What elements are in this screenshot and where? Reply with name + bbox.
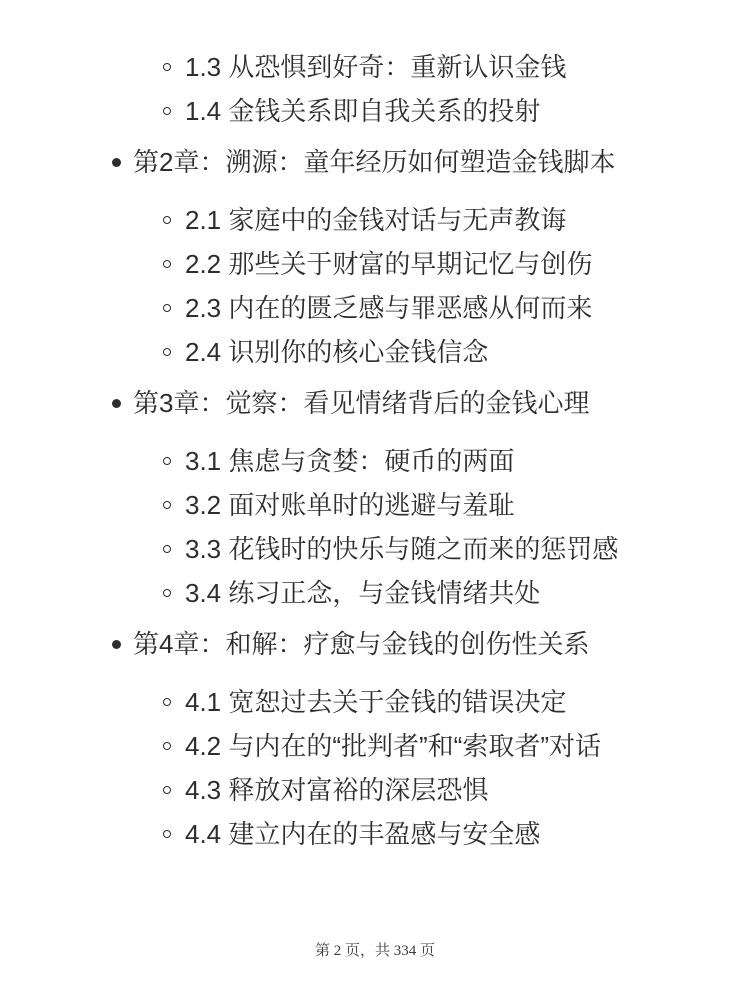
toc-subitem-label: 1.4 金钱关系即自我关系的投射 (185, 96, 541, 126)
toc-subitem (133, 727, 654, 766)
toc-subitem (133, 486, 654, 525)
toc-subitem-label: 3.3 花钱时的快乐与随之而来的惩罚感 (185, 534, 619, 564)
toc-subitem (0, 48, 654, 87)
toc-subitem (0, 92, 654, 131)
circle-bullet-icon (163, 589, 171, 597)
toc-chapter-item (0, 625, 654, 854)
toc-subitem (133, 815, 654, 854)
chapter-title: 第4章：和解：疗愈与金钱的创伤性关系 (133, 629, 590, 659)
toc-subitem (133, 333, 654, 372)
page-footer: 第 2 页，共 334 页 (314, 943, 435, 959)
toc-subitem (133, 289, 654, 328)
toc-sublist (133, 201, 654, 372)
toc-subitem-label: 4.2 与内在的“批判者”和“索取者”对话 (185, 731, 602, 761)
toc-subitem-label: 4.1 宽恕过去关于金钱的错误决定 (185, 687, 567, 717)
toc-sublist (0, 48, 654, 131)
circle-bullet-icon (163, 545, 171, 553)
disc-bullet-icon (112, 158, 121, 167)
toc-subitem (133, 245, 654, 284)
toc-subitem (133, 574, 654, 613)
circle-bullet-icon (163, 304, 171, 312)
circle-bullet-icon (163, 457, 171, 465)
toc-subitem-label: 4.3 释放对富裕的深层恐惧 (185, 775, 489, 805)
toc-subitem (133, 771, 654, 810)
circle-bullet-icon (163, 348, 171, 356)
circle-bullet-icon (163, 742, 171, 750)
chapter-title: 第3章：觉察：看见情绪背后的金钱心理 (133, 388, 590, 418)
toc-subitem (133, 530, 654, 569)
circle-bullet-icon (163, 501, 171, 509)
toc-sublist (133, 442, 654, 613)
circle-bullet-icon (163, 216, 171, 224)
circle-bullet-icon (163, 260, 171, 268)
toc-subitem-label: 2.4 识别你的核心金钱信念 (185, 337, 489, 367)
toc-subitem-label: 4.4 建立内在的丰盈感与安全感 (185, 819, 541, 849)
toc-subitem-label: 2.1 家庭中的金钱对话与无声教诲 (185, 205, 567, 235)
disc-bullet-icon (112, 640, 121, 649)
circle-bullet-icon (163, 698, 171, 706)
toc-sublist (133, 683, 654, 854)
chapter-title: 第2章：溯源：童年经历如何塑造金钱脚本 (133, 147, 616, 177)
toc-subitem-label: 1.3 从恐惧到好奇：重新认识金钱 (185, 52, 567, 82)
toc-chapter-item (0, 384, 654, 613)
toc-subitem-label: 3.4 练习正念，与金钱情绪共处 (185, 578, 541, 608)
toc-subitem (133, 442, 654, 481)
toc-subitem-label: 3.1 焦虑与贪婪：硬币的两面 (185, 446, 515, 476)
toc-chapter-list (0, 143, 654, 854)
toc-subitem (133, 201, 654, 240)
circle-bullet-icon (163, 63, 171, 71)
circle-bullet-icon (163, 786, 171, 794)
toc-subitem-label: 2.2 那些关于财富的早期记忆与创伤 (185, 249, 593, 279)
circle-bullet-icon (163, 107, 171, 115)
toc-chapter-item (0, 143, 654, 372)
toc-subitem-label: 2.3 内在的匮乏感与罪恶感从何而来 (185, 293, 593, 323)
disc-bullet-icon (112, 399, 121, 408)
toc-subitem-label: 3.2 面对账单时的逃避与羞耻 (185, 490, 515, 520)
circle-bullet-icon (163, 830, 171, 838)
toc (0, 48, 654, 866)
toc-subitem (133, 683, 654, 722)
